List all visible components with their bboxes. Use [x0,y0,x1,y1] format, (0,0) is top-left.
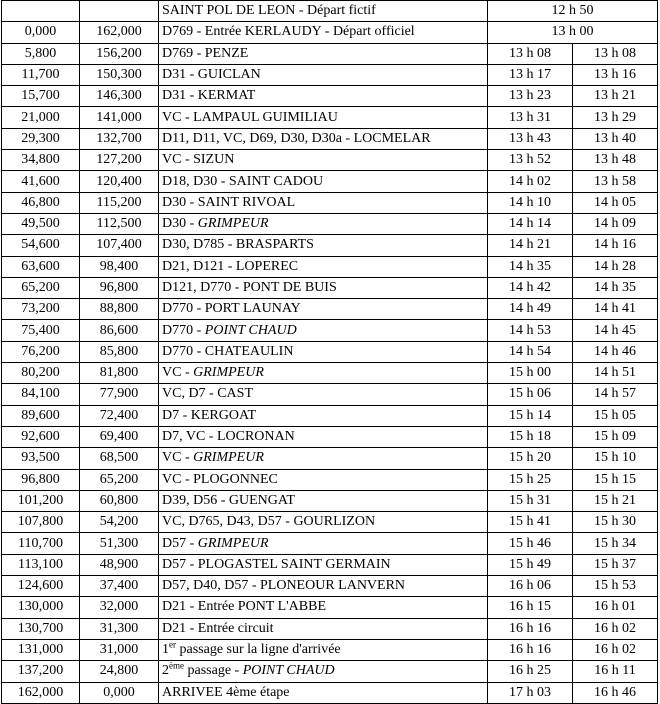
km-covered-cell: 29,300 [2,128,80,149]
location-cell [159,554,488,575]
time-fast-cell: 14 h 14 [488,213,573,234]
km-covered-cell: 49,500 [2,213,80,234]
location-italic-text: GRIMPEUR [193,450,264,466]
km-remaining-cell: 24,800 [80,661,159,682]
time-slow-cell: 13 h 40 [573,128,658,149]
location-cell [159,512,488,533]
location-text: D31 - GUICLAN [162,67,261,83]
location-text: D7, VC - LOCRONAN [162,429,295,445]
time-fast-cell: 14 h 42 [488,277,573,298]
location-cell [159,639,488,660]
table-row [2,554,658,575]
time-fast-cell: 15 h 46 [488,533,573,554]
km-covered-cell [2,1,80,22]
km-covered-cell: 130,000 [2,597,80,618]
km-remaining-cell: 32,000 [80,597,159,618]
time-slow-cell: 15 h 10 [573,448,658,469]
table-row-second-pass [2,661,658,682]
time-fast-cell: 13 h 43 [488,128,573,149]
table-row [2,256,658,277]
time-slow-cell: 15 h 53 [573,576,658,597]
location-cell: D769 - Entrée KERLAUDY - Départ officiel [159,22,488,43]
table-row [2,533,658,554]
time-slow-cell: 16 h 01 [573,597,658,618]
table-row [2,277,658,298]
time-slow-cell: 13 h 21 [573,86,658,107]
time-fast-cell: 14 h 02 [488,171,573,192]
time-slow-cell: 16 h 46 [573,682,658,703]
km-covered-cell: 46,800 [2,192,80,213]
km-covered-cell: 75,400 [2,320,80,341]
km-covered-cell: 15,700 [2,86,80,107]
location-cell [159,320,488,341]
time-slow-cell: 14 h 05 [573,192,658,213]
time-cell: 13 h 00 [488,22,658,43]
location-cell [159,256,488,277]
time-fast-cell: 16 h 06 [488,576,573,597]
time-fast-cell: 15 h 06 [488,384,573,405]
location-cell [159,235,488,256]
km-remaining-cell: 0,000 [80,682,159,703]
table-row [2,171,658,192]
table-row [2,512,658,533]
time-fast-cell: 13 h 52 [488,150,573,171]
table-row [2,150,658,171]
km-remaining-cell: 88,800 [80,299,159,320]
time-fast-cell: 13 h 31 [488,107,573,128]
location-text: D770 - [162,322,205,338]
location-text: D57, D40, D57 - PLONEOUR LANVERN [162,578,406,594]
location-text: passage sur la ligne d'arrivée [176,642,341,658]
location-cell [159,384,488,405]
location-text: passage - [184,663,243,679]
time-slow-cell: 15 h 30 [573,512,658,533]
location-cell [159,490,488,511]
location-cell [159,128,488,149]
table-row [2,426,658,447]
time-fast-cell: 14 h 21 [488,235,573,256]
location-text: D30 - [162,216,198,232]
location-italic-text: POINT CHAUD [242,663,335,679]
location-italic-text: GRIMPEUR [197,216,269,232]
location-text: D39, D56 - GUENGAT [162,492,295,508]
location-text: VC - PLOGONNEC [162,471,278,487]
km-remaining-cell: 156,200 [80,43,159,64]
time-slow-cell: 14 h 57 [573,384,658,405]
time-slow-cell: 14 h 41 [573,299,658,320]
km-covered-cell: 76,200 [2,341,80,362]
location-cell [159,171,488,192]
km-remaining-cell: 162,000 [80,22,159,43]
km-remaining-cell: 81,800 [80,363,159,384]
location-italic-text: GRIMPEUR [197,535,269,551]
time-slow-cell: 13 h 58 [573,171,658,192]
location-cell [159,150,488,171]
time-slow-cell: 13 h 48 [573,150,658,171]
time-slow-cell: 15 h 15 [573,469,658,490]
time-slow-cell: 16 h 02 [573,618,658,639]
location-text: D21 - Entrée PONT L'ABBE [162,599,327,615]
time-fast-cell: 15 h 20 [488,448,573,469]
km-covered-cell: 5,800 [2,43,80,64]
km-covered-cell: 89,600 [2,405,80,426]
km-remaining-cell: 85,800 [80,341,159,362]
location-cell [159,86,488,107]
km-remaining-cell: 132,700 [80,128,159,149]
km-covered-cell: 65,200 [2,277,80,298]
location-text: D57 - [162,535,198,551]
km-remaining-cell: 48,900 [80,554,159,575]
time-slow-cell: 16 h 02 [573,639,658,660]
location-text: D30 - SAINT RIVOAL [162,194,296,210]
location-cell [159,299,488,320]
pass-ordinal-suffix: er [169,639,176,650]
km-covered-cell: 113,100 [2,554,80,575]
km-covered-cell: 162,000 [2,682,80,703]
table-row-finish [2,682,658,703]
location-text: VC - LAMPAUL GUIMILIAU [162,109,338,125]
km-covered-cell: 21,000 [2,107,80,128]
location-text: D31 - KERMAT [162,88,256,104]
km-covered-cell: 101,200 [2,490,80,511]
time-slow-cell: 14 h 09 [573,213,658,234]
location-cell [159,341,488,362]
location-text: D770 - PORT LAUNAY [162,301,301,317]
km-covered-cell: 41,600 [2,171,80,192]
time-fast-cell: 13 h 17 [488,64,573,85]
table-row-fictitious-start [2,1,658,22]
location-cell: SAINT POL DE LEON - Départ fictif [159,1,488,22]
time-slow-cell: 14 h 46 [573,341,658,362]
km-remaining-cell: 31,300 [80,618,159,639]
location-text: D21, D121 - LOPEREC [162,258,299,274]
location-cell [159,64,488,85]
km-covered-cell: 130,700 [2,618,80,639]
location-text: VC, D7 - CAST [162,386,254,402]
time-fast-cell: 15 h 49 [488,554,573,575]
km-covered-cell: 92,600 [2,426,80,447]
km-covered-cell: 84,100 [2,384,80,405]
km-remaining-cell: 96,800 [80,277,159,298]
table-row [2,86,658,107]
table-row [2,576,658,597]
km-covered-cell: 80,200 [2,363,80,384]
location-text: D769 - PENZE [162,45,249,61]
km-remaining-cell: 68,500 [80,448,159,469]
km-covered-cell: 137,200 [2,661,80,682]
time-slow-cell: 14 h 45 [573,320,658,341]
km-remaining-cell: 54,200 [80,512,159,533]
km-remaining-cell: 146,300 [80,86,159,107]
km-remaining-cell: 72,400 [80,405,159,426]
km-remaining-cell: 120,400 [80,171,159,192]
time-slow-cell: 15 h 37 [573,554,658,575]
table-row [2,299,658,320]
time-fast-cell: 16 h 16 [488,618,573,639]
km-covered-cell: 96,800 [2,469,80,490]
location-cell [159,107,488,128]
table-row [2,597,658,618]
time-fast-cell: 13 h 08 [488,43,573,64]
km-covered-cell: 110,700 [2,533,80,554]
table-row [2,107,658,128]
table-row [2,490,658,511]
time-slow-cell: 13 h 16 [573,64,658,85]
time-cell: 12 h 50 [488,1,658,22]
location-cell [159,469,488,490]
pass-ordinal-suffix: ème [169,660,184,671]
km-remaining-cell [80,1,159,22]
time-slow-cell: 13 h 29 [573,107,658,128]
location-text: D30, D785 - BRASPARTS [162,237,314,253]
location-text: VC, D765, D43, D57 - GOURLIZON [162,514,376,530]
km-covered-cell: 131,000 [2,639,80,660]
km-remaining-cell: 31,000 [80,639,159,660]
km-remaining-cell: 37,400 [80,576,159,597]
time-fast-cell: 16 h 15 [488,597,573,618]
km-covered-cell: 63,600 [2,256,80,277]
location-cell [159,277,488,298]
location-cell: ARRIVEE 4ème étape [159,682,488,703]
time-fast-cell: 15 h 41 [488,512,573,533]
time-slow-cell: 15 h 34 [573,533,658,554]
location-text: D7 - KERGOAT [162,407,257,423]
km-remaining-cell: 65,200 [80,469,159,490]
km-covered-cell: 73,200 [2,299,80,320]
location-cell [159,213,488,234]
location-text: VC - [162,450,194,466]
km-covered-cell: 0,000 [2,22,80,43]
location-cell [159,661,488,682]
time-slow-cell: 14 h 16 [573,235,658,256]
time-fast-cell: 14 h 35 [488,256,573,277]
location-text: VC - SIZUN [162,152,235,168]
table-row [2,341,658,362]
time-fast-cell: 14 h 53 [488,320,573,341]
location-text: D11, D11, VC, D69, D30, D30a - LOCMELAR [162,130,431,146]
location-text: D770 - CHATEAULIN [162,343,294,359]
location-text: VC - [162,365,194,381]
table-row [2,64,658,85]
table-row [2,384,658,405]
location-cell [159,192,488,213]
location-cell [159,426,488,447]
table-row [2,448,658,469]
table-row [2,192,658,213]
location-cell [159,576,488,597]
location-text: D121, D770 - PONT DE BUIS [162,280,337,295]
km-remaining-cell: 69,400 [80,426,159,447]
km-remaining-cell: 115,200 [80,192,159,213]
stage-timetable [1,0,658,704]
time-slow-cell: 16 h 11 [573,661,658,682]
time-slow-cell: 14 h 51 [573,363,658,384]
km-covered-cell: 124,600 [2,576,80,597]
km-covered-cell: 11,700 [2,64,80,85]
time-slow-cell: 14 h 28 [573,256,658,277]
time-fast-cell: 15 h 00 [488,363,573,384]
time-fast-cell: 17 h 03 [488,682,573,703]
km-covered-cell: 93,500 [2,448,80,469]
km-covered-cell: 54,600 [2,235,80,256]
km-remaining-cell: 127,200 [80,150,159,171]
km-remaining-cell: 141,000 [80,107,159,128]
km-remaining-cell: 107,400 [80,235,159,256]
table-row [2,235,658,256]
location-cell [159,618,488,639]
time-fast-cell: 15 h 14 [488,405,573,426]
pass-number: 2 [162,663,169,679]
time-fast-cell: 16 h 16 [488,639,573,660]
location-cell [159,363,488,384]
km-remaining-cell: 150,300 [80,64,159,85]
time-fast-cell: 14 h 10 [488,192,573,213]
pass-number: 1 [162,642,169,658]
location-text: D21 - Entrée circuit [162,620,274,636]
location-cell [159,597,488,618]
table-row-official-start [2,22,658,43]
time-slow-cell: 15 h 05 [573,405,658,426]
location-italic-text: GRIMPEUR [193,365,264,381]
time-slow-cell: 15 h 21 [573,490,658,511]
time-slow-cell: 13 h 08 [573,43,658,64]
table-row [2,405,658,426]
km-covered-cell: 34,800 [2,150,80,171]
location-cell [159,448,488,469]
table-row [2,128,658,149]
location-text: D18, D30 - SAINT CADOU [162,173,324,189]
time-slow-cell: 14 h 35 [573,277,658,298]
location-cell [159,405,488,426]
km-remaining-cell: 51,300 [80,533,159,554]
table-row [2,320,658,341]
location-italic-text: POINT CHAUD [204,322,297,338]
table-row [2,618,658,639]
table-row [2,43,658,64]
table-row [2,469,658,490]
table-row [2,213,658,234]
location-cell [159,43,488,64]
time-fast-cell: 15 h 25 [488,469,573,490]
time-fast-cell: 14 h 54 [488,341,573,362]
location-text: D57 - PLOGASTEL SAINT GERMAIN [162,556,391,572]
table-row [2,363,658,384]
time-fast-cell: 14 h 49 [488,299,573,320]
km-remaining-cell: 112,500 [80,213,159,234]
time-fast-cell: 13 h 23 [488,86,573,107]
time-fast-cell: 16 h 25 [488,661,573,682]
km-remaining-cell: 77,900 [80,384,159,405]
location-cell [159,533,488,554]
km-remaining-cell: 60,800 [80,490,159,511]
km-remaining-cell: 86,600 [80,320,159,341]
time-fast-cell: 15 h 18 [488,426,573,447]
time-fast-cell: 15 h 31 [488,490,573,511]
km-remaining-cell: 98,400 [80,256,159,277]
table-row-first-pass [2,639,658,660]
km-covered-cell: 107,800 [2,512,80,533]
time-slow-cell: 15 h 09 [573,426,658,447]
